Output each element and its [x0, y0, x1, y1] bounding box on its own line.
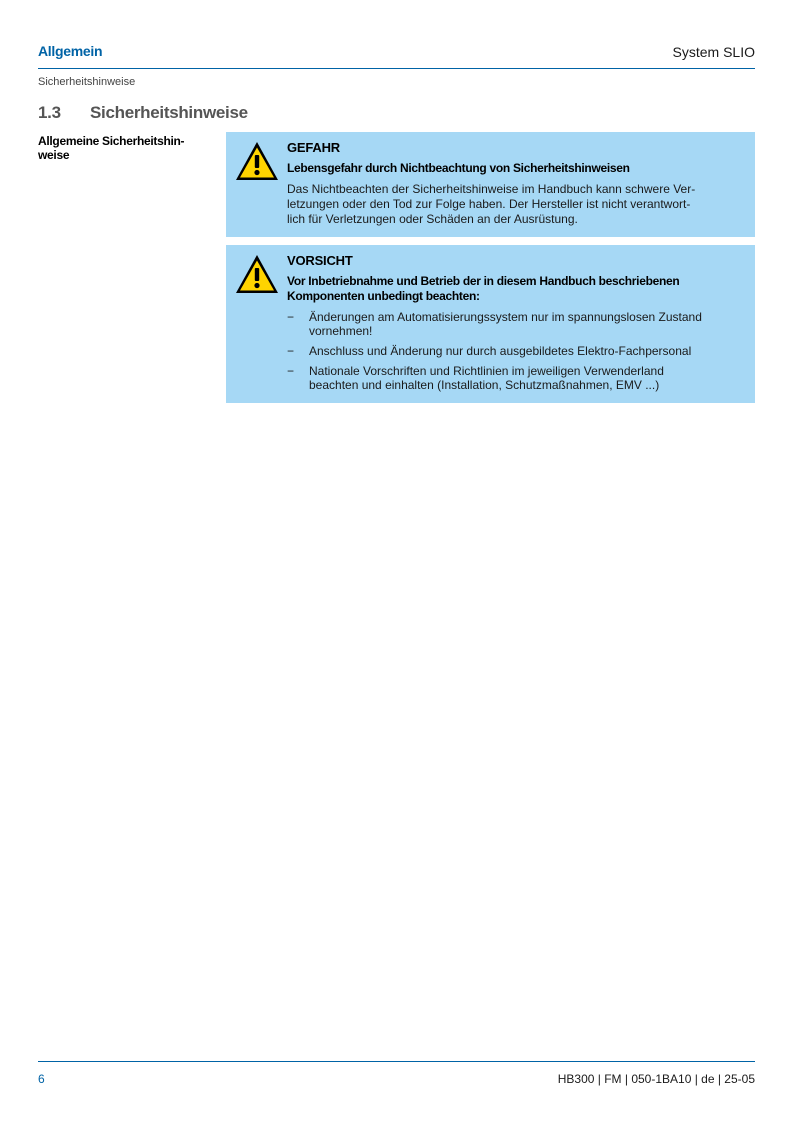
- page-number: 6: [38, 1072, 45, 1086]
- list-item: [287, 364, 747, 392]
- notice-subtitle: Lebensgefahr durch Nichtbeachtung von Sicherheitshinweisen: [287, 161, 630, 175]
- list-item: [287, 344, 747, 358]
- notice-title: GEFAHR: [287, 140, 340, 155]
- caution-notice: [226, 245, 755, 403]
- notice-text: Das Nichtbeachten der Sicherheitshinweise im Handbuch kann schwere Ver- letzungen oder den Tod zur Folge haben. Der Hersteller ist nicht verantwort- lich für Verletzungen oder Schäden an der Ausrüstung.: [287, 182, 696, 226]
- document-id: HB300 | FM | 050-1BA10 | de | 25-05: [557, 1072, 755, 1086]
- notice-subtitle: Vor Inbetriebnahme und Betrieb der in diesem Handbuch beschriebenen Komponenten unbedingt beachten:: [287, 274, 680, 303]
- header-divider: [38, 68, 755, 69]
- list-item-text: Anschluss und Änderung nur durch ausgebildetes Elektro-Fachpersonal: [309, 344, 692, 358]
- list-dash: −: [287, 310, 295, 324]
- notice-list: [287, 310, 747, 392]
- list-item-text: Änderungen am Automatisierungssystem nur im spannungslosen Zustand vornehmen!: [309, 310, 702, 338]
- notice-title: VORSICHT: [287, 253, 353, 268]
- footer-divider: [38, 1061, 755, 1062]
- list-dash: −: [287, 364, 295, 378]
- section-heading: [38, 103, 248, 123]
- side-label: Allgemeine Sicherheitshin- weise: [38, 134, 185, 162]
- section-number: 1.3: [38, 103, 61, 122]
- danger-notice: [226, 132, 755, 237]
- warning-triangle-icon: [234, 140, 280, 182]
- list-item: [287, 310, 747, 338]
- header-chapter: Allgemein: [38, 43, 103, 59]
- warning-triangle-icon: [234, 253, 280, 295]
- list-item-text: Nationale Vorschriften und Richtlinien im jeweiligen Verwenderland beachten und einhalten (Installation, Schutzmaßnahmen, EMV ...): [309, 364, 664, 392]
- breadcrumb: Sicherheitshinweise: [38, 76, 136, 88]
- header-product: System SLIO: [672, 44, 755, 60]
- list-dash: −: [287, 344, 295, 358]
- section-title: Sicherheitshinweise: [90, 103, 248, 122]
